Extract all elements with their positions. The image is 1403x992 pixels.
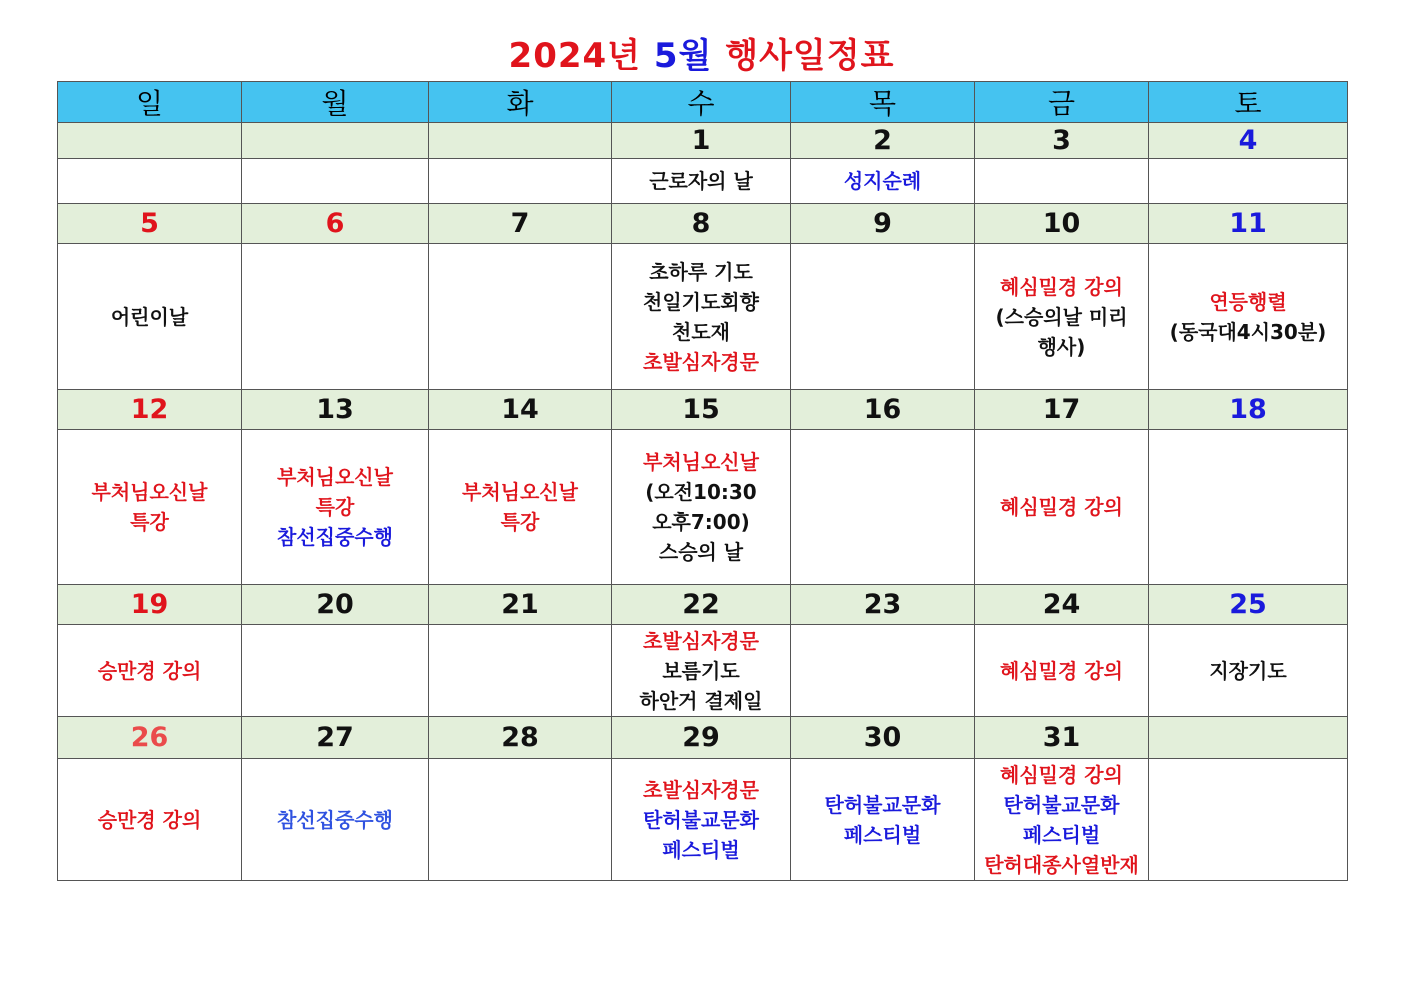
event-cell-wed — [612, 625, 791, 717]
date-cell-mon: 20 — [242, 585, 429, 625]
event-cell-fri — [975, 625, 1149, 717]
event-text: (오전10:30 — [645, 480, 757, 504]
event-cell-sun — [58, 244, 242, 390]
date-row — [58, 204, 1348, 244]
event-text: 천도재 — [672, 319, 730, 344]
event-text: 페스티벌 — [843, 822, 922, 847]
date-cell-wed: 22 — [612, 585, 791, 625]
event-text: 지장기도 — [1209, 658, 1287, 683]
event-cell-sun — [58, 430, 242, 585]
weekday-sun: 일 — [58, 82, 242, 123]
event-cell-tue — [429, 244, 612, 390]
date-cell-fri: 10 — [975, 204, 1149, 244]
date-cell-sun — [58, 123, 242, 159]
event-text: 오후7:00) — [652, 510, 750, 534]
event-text: 탄허불교문화 — [824, 792, 941, 817]
weekday-header-row — [58, 82, 1348, 123]
event-text: 근로자의 날 — [649, 169, 753, 193]
event-text: 승만경 강의 — [97, 807, 202, 832]
event-text: 혜심밀경 강의 — [1000, 495, 1123, 519]
event-text: 특강 — [500, 510, 540, 534]
event-cell-sun — [58, 759, 242, 881]
weekday-sat: 토 — [1149, 82, 1348, 123]
event-text: 하안거 결제일 — [639, 688, 763, 713]
weekday-wed: 수 — [612, 82, 791, 123]
event-cell-mon — [242, 159, 429, 204]
date-cell-sat: 25 — [1149, 585, 1348, 625]
date-cell-wed: 8 — [612, 204, 791, 244]
event-cell-tue — [429, 430, 612, 585]
date-cell-mon — [242, 123, 429, 159]
page-title — [0, 28, 1403, 77]
date-cell-sun: 5 — [58, 204, 242, 244]
event-text: 혜심밀경 강의 — [1000, 762, 1123, 787]
date-cell-thu: 16 — [791, 390, 975, 430]
event-cell-thu — [791, 430, 975, 585]
event-text: 성지순례 — [843, 169, 922, 193]
event-text: 부처님오신날 — [462, 480, 578, 504]
event-cell-sun — [58, 159, 242, 204]
event-text: 탄허불교문화 — [1003, 792, 1120, 817]
title-year: 2024년 — [508, 36, 642, 76]
date-cell-fri: 24 — [975, 585, 1149, 625]
date-cell-sun: 12 — [58, 390, 242, 430]
event-cell-sat — [1149, 759, 1348, 881]
date-cell-fri: 17 — [975, 390, 1149, 430]
date-cell-tue: 14 — [429, 390, 612, 430]
event-row — [58, 159, 1348, 204]
event-text: (동국대4시30분) — [1169, 319, 1327, 344]
event-text: 스승의 날 — [658, 540, 744, 564]
event-cell-sat — [1149, 625, 1348, 717]
event-text: 초발심자경문 — [643, 777, 759, 802]
event-row — [58, 244, 1348, 390]
event-text: 부처님오신날 — [91, 480, 208, 504]
event-cell-fri — [975, 430, 1149, 585]
date-cell-thu: 2 — [791, 123, 975, 159]
event-cell-wed — [612, 759, 791, 881]
date-cell-wed: 15 — [612, 390, 791, 430]
date-row — [58, 123, 1348, 159]
event-text: 참선집중수행 — [277, 807, 393, 832]
event-text: 연등행렬 — [1209, 289, 1287, 314]
title-rest: 행사일정표 — [725, 36, 895, 76]
event-text: 탄허대종사열반재 — [984, 852, 1139, 877]
event-text: 혜심밀경 강의 — [1000, 658, 1123, 683]
event-cell-sat — [1149, 244, 1348, 390]
event-text: 초하루 기도 — [649, 259, 753, 284]
date-row — [58, 585, 1348, 625]
event-cell-mon — [242, 625, 429, 717]
weekday-thu: 목 — [791, 82, 975, 123]
event-text: 초발심자경문 — [643, 349, 759, 374]
event-text: 부처님오신날 — [643, 450, 759, 474]
date-cell-mon: 27 — [242, 717, 429, 759]
event-cell-thu — [791, 759, 975, 881]
date-cell-sat: 18 — [1149, 390, 1348, 430]
event-text: 초발심자경문 — [643, 628, 759, 653]
event-cell-wed — [612, 244, 791, 390]
date-cell-thu: 30 — [791, 717, 975, 759]
event-cell-wed — [612, 159, 791, 204]
date-cell-mon: 6 — [242, 204, 429, 244]
event-cell-thu — [791, 244, 975, 390]
date-row — [58, 717, 1348, 759]
event-cell-thu — [791, 625, 975, 717]
weekday-fri: 금 — [975, 82, 1149, 123]
date-row — [58, 390, 1348, 430]
event-text: 특강 — [130, 510, 169, 534]
date-cell-sun: 26 — [58, 717, 242, 759]
calendar-table — [57, 81, 1348, 881]
event-cell-mon — [242, 244, 429, 390]
event-text: 페스티벌 — [1022, 822, 1101, 847]
date-cell-tue — [429, 123, 612, 159]
date-cell-thu: 23 — [791, 585, 975, 625]
event-row — [58, 430, 1348, 585]
event-text: 혜심밀경 강의 — [1000, 274, 1123, 299]
date-cell-wed: 29 — [612, 717, 791, 759]
event-cell-fri — [975, 244, 1149, 390]
event-row — [58, 625, 1348, 717]
event-text: 특강 — [315, 495, 355, 519]
event-text: 승만경 강의 — [97, 658, 202, 683]
event-cell-mon — [242, 759, 429, 881]
date-cell-sat: 11 — [1149, 204, 1348, 244]
event-text: (스승의날 미리 — [995, 304, 1128, 329]
date-cell-sat — [1149, 717, 1348, 759]
event-cell-wed — [612, 430, 791, 585]
date-cell-fri: 3 — [975, 123, 1149, 159]
date-cell-tue: 7 — [429, 204, 612, 244]
date-cell-sat: 4 — [1149, 123, 1348, 159]
date-cell-thu: 9 — [791, 204, 975, 244]
event-cell-fri — [975, 159, 1149, 204]
date-cell-sun: 19 — [58, 585, 242, 625]
date-cell-tue: 21 — [429, 585, 612, 625]
event-row — [58, 759, 1348, 881]
weekday-tue: 화 — [429, 82, 612, 123]
event-text: 어린이날 — [110, 304, 189, 329]
event-cell-fri — [975, 759, 1149, 881]
event-cell-tue — [429, 159, 612, 204]
event-cell-tue — [429, 625, 612, 717]
event-text: 천일기도회향 — [643, 289, 759, 314]
date-cell-mon: 13 — [242, 390, 429, 430]
event-text: 페스티벌 — [662, 837, 740, 862]
weekday-mon: 월 — [242, 82, 429, 123]
title-month: 5월 — [653, 36, 713, 76]
date-cell-fri: 31 — [975, 717, 1149, 759]
date-cell-tue: 28 — [429, 717, 612, 759]
event-text: 참선집중수행 — [277, 525, 393, 549]
event-text: 부처님오신날 — [277, 465, 393, 489]
event-cell-sun — [58, 625, 242, 717]
event-cell-sat — [1149, 430, 1348, 585]
event-text: 탄허불교문화 — [643, 807, 759, 832]
event-text: 보름기도 — [662, 658, 740, 683]
event-text: 행사) — [1037, 334, 1086, 359]
event-cell-thu — [791, 159, 975, 204]
event-cell-sat — [1149, 159, 1348, 204]
date-cell-wed: 1 — [612, 123, 791, 159]
event-cell-mon — [242, 430, 429, 585]
event-cell-tue — [429, 759, 612, 881]
